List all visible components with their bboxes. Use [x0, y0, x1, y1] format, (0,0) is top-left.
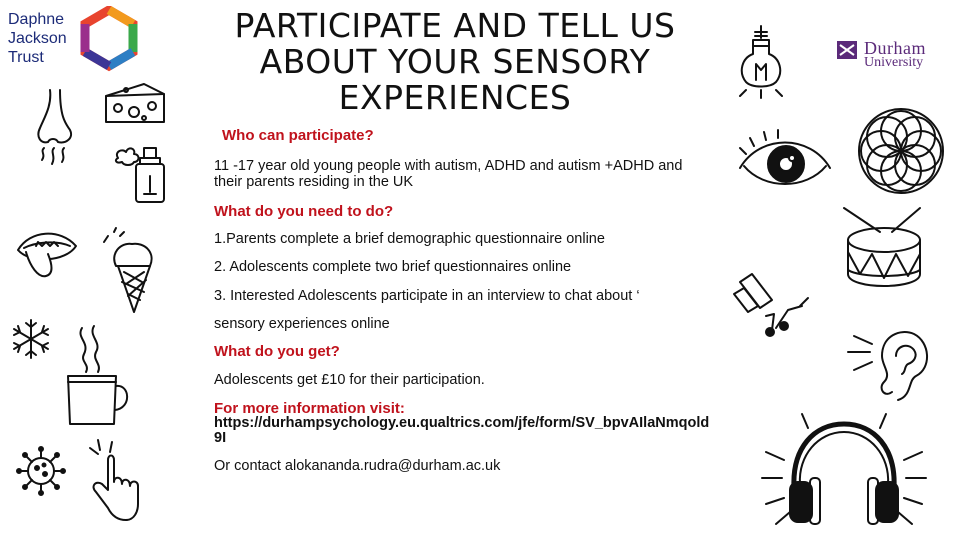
mouth-icon — [16, 222, 78, 284]
eye-icon — [738, 128, 832, 192]
university-name-line2: University — [864, 55, 924, 70]
what-get-text: Adolescents get £10 for their participation. — [214, 372, 485, 388]
what-do-item3-line2: sensory experiences online — [214, 316, 390, 332]
spirograph-icon — [856, 106, 946, 196]
university-name-line1: Durham — [864, 38, 926, 58]
snowflake-icon — [10, 318, 52, 360]
info-url-line2[interactable]: 9I — [214, 430, 227, 446]
cheese-icon — [104, 82, 166, 126]
ice-cream-icon — [102, 226, 160, 316]
pointing-hand-icon — [86, 436, 140, 524]
what-do-item2: 2. Adolescents complete two brief questionnaires online — [214, 259, 572, 275]
what-do-item1: 1.Parents complete a brief demographic questionnaire online — [214, 231, 605, 247]
page-title — [205, 8, 705, 116]
ear-icon — [846, 322, 936, 404]
daphne-jackson-logo-icon — [78, 6, 140, 72]
light-bulb-icon — [736, 24, 786, 100]
what-get-heading: What do you get? — [214, 343, 340, 360]
title-line-3: EXPERIENCES — [338, 78, 572, 117]
drum-icon — [840, 204, 928, 290]
logo-line-2: Jackson — [8, 30, 67, 47]
what-do-heading: What do you need to do? — [214, 203, 394, 220]
who-heading: Who can participate? — [222, 127, 374, 144]
perfume-icon — [114, 142, 174, 204]
speaker-icon — [730, 270, 814, 342]
durham-university-logo — [836, 38, 946, 71]
logo-line-1: Daphne — [8, 11, 65, 28]
virus-icon — [16, 446, 66, 496]
title-line-1: PARTICIPATE AND TELL US — [234, 6, 676, 45]
info-url-line1[interactable]: https://durhampsychology.eu.qualtrics.com/jfe/form/SV_bpvAIlaNmqold — [214, 415, 710, 431]
contact-text: Or contact alokananda.rudra@durham.ac.uk — [214, 458, 501, 474]
info-heading: For more information visit: — [214, 400, 405, 417]
logo-line-3: Trust — [8, 49, 44, 66]
title-line-2: ABOUT YOUR SENSORY — [259, 42, 651, 81]
headphones-icon — [762, 412, 926, 534]
who-text-line2: their parents residing in the UK — [214, 174, 414, 190]
who-text-line1: 11 -17 year old young people with autism, ADHD and autism +ADHD and — [214, 158, 683, 174]
durham-crest-icon — [836, 40, 858, 60]
what-do-item3-line1: 3. Interested Adolescents participate in an interview to chat about ‘ — [214, 288, 640, 304]
coffee-mug-icon — [60, 324, 132, 426]
nose-icon — [30, 88, 82, 168]
daphne-jackson-logo-text — [8, 10, 76, 67]
